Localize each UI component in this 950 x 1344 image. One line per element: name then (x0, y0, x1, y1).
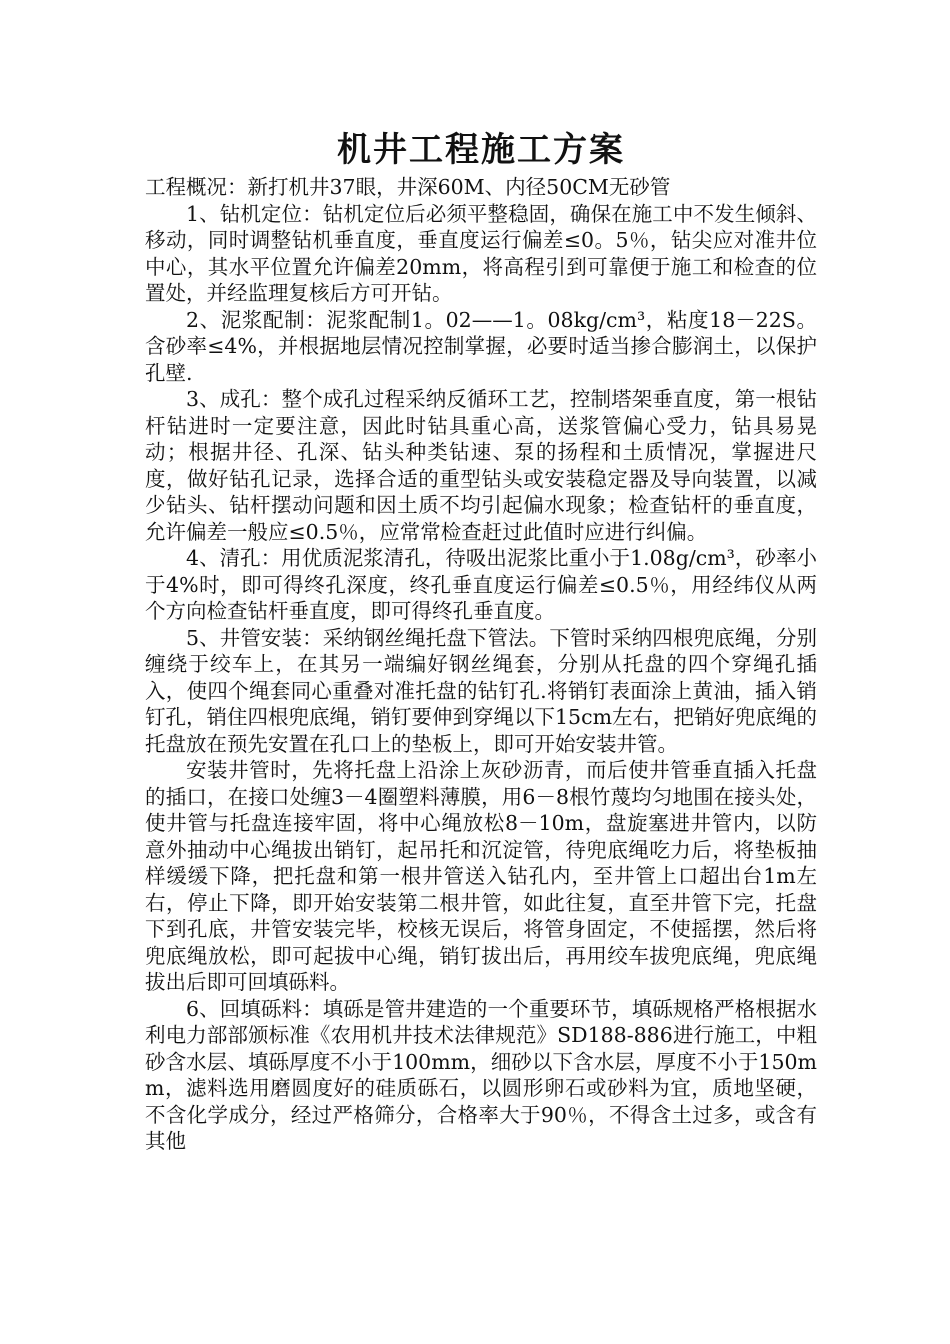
section-rig-positioning: 1、钻机定位：钻机定位后必须平整稳固，确保在施工中不发生倾斜、移动，同时调整钻机垂直度，垂直度运行偏差≤0。5％，钻尖应对准井位中心，其水平位置允许偏差20mm，将高程引到可靠便于施工和检查的位置处，并经监理复核后方可开钻。 (145, 201, 817, 305)
section-casing-procedure: 安装井管时，先将托盘上沿涂上灰砂沥青，而后使井管垂直插入托盘的插口，在接口处缠3－4圈塑料薄膜，用6－8根竹蔑均匀地围在接头处，使井管与托盘连接牢固，将中心绳放松8－10m，盘旋塞进井管内，以防意外抽动中心绳拔出销钉，起吊托和沉淀管，待兜底绳吃力后，将垫板抽样缓缓下降，把托盘和第一根井管送入钻孔内，至井管上口超出台1m左右，停止下降，即开始安装第二根井管，如此往复，直至井管下完，托盘下到孔底，井管安装完毕，校核无误后，将管身固定，不使摇摆，然后将兜底绳放松，即可起拔中心绳，销钉拔出后，再用绞车拔兜底绳，兜底绳拔出后即可回填砾料。 (145, 758, 817, 994)
section-mud-preparation: 2、泥浆配制：泥浆配制1。02——1。08kg/cm³，粘度18－22S。含砂率≤4%，并根据地层情况控制掌握，必要时适当掺合膨润土，以保护孔壁. (145, 307, 817, 385)
section-drilling: 3、成孔：整个成孔过程采纳反循环工艺，控制塔架垂直度，第一根钻杆钻进时一定要注意，因此时钻具重心高，送浆管偏心受力，钻具易晃动；根据井径、孔深、钻头种类钻速、泵的扬程和土质情况，掌握进尺度，做好钻孔记录，选择合适的重型钻头或安装稳定器及导向装置，以减少钻头、钻杆摆动问题和因土质不均引起偏水现象；检查钻杆的垂直度，允许偏差一般应≤0.5％，应常常检查赶过此值时应进行纠偏。 (145, 387, 817, 544)
project-overview: 工程概况：新打机井37眼，井深60M、内径50CM无砂管 (145, 175, 671, 199)
section-casing-installation: 5、井管安装：采纳钢丝绳托盘下管法。下管时采纳四根兜底绳，分别缠绕于绞车上，在其另一端编好钢丝绳套，分别从托盘的四个穿绳孔插入，使四个绳套同心重叠对准托盘的钻钉孔.将销钉表面涂上黄油，插入销钉孔，销住四根兜底绳，销钉要伸到穿绳以下15cm左右，把销好兜底绳的托盘放在预先安置在孔口上的垫板上，即可开始安装井管。 (145, 625, 818, 756)
document-page (145, 128, 817, 1155)
section-hole-cleaning: 4、清孔：用优质泥浆清孔，待吸出泥浆比重小于1.08g/cm³，砂率小于4%时，即可得终孔深度，终孔垂直度运行偏差≤0.5％，用经纬仪从两个方向检查钻杆垂直度，即可得终孔垂直度。 (145, 546, 817, 623)
document-title: 机井工程施工方案 (337, 130, 625, 170)
section-gravel-backfill: 6、回填砾料：填砾是管井建造的一个重要环节，填砾规格严格根据水利电力部部颁标准《农用机井技术法律规范》SD188-886进行施工，中粗砂含水层、填砾厚度不小于100mm，细砂以下含水层，厚度不小于150mm，滤料选用磨圆度好的硅质砾石，以圆形卵石或砂料为宜，质地坚硬，不含化学成分，经过严格筛分，合格率大于90％，不得含土过多，或含有其他 (145, 996, 817, 1153)
